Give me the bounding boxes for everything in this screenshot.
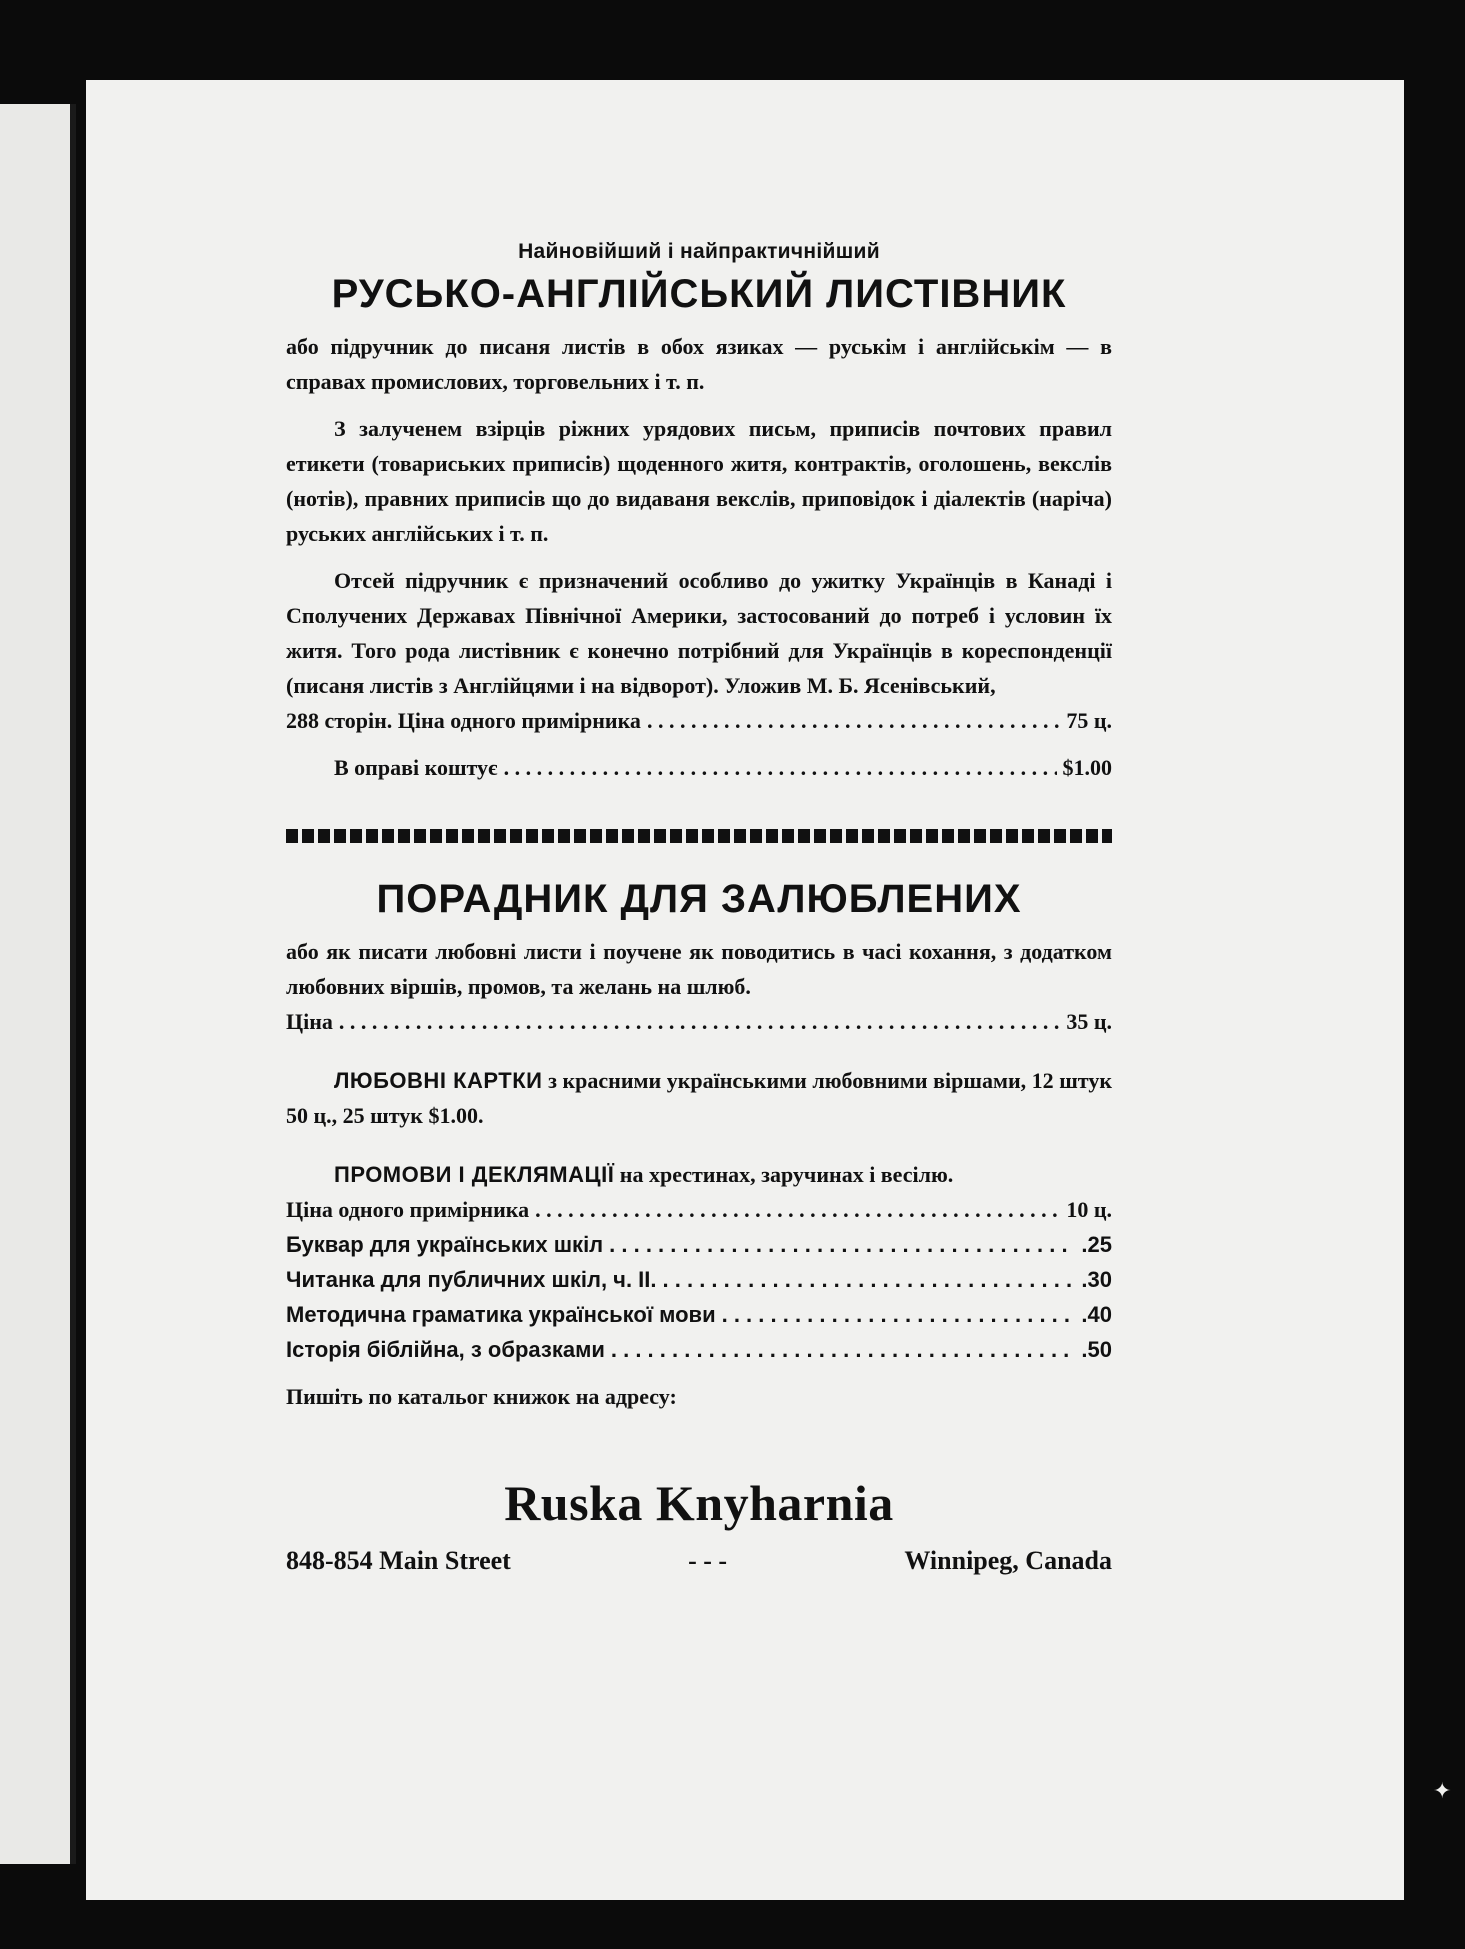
love-cards-heading: ЛЮБОВНІ КАРТКИ (334, 1068, 543, 1093)
price-value: 10 ц. (1066, 1197, 1112, 1222)
leader-dots (609, 1227, 1075, 1262)
separator-rule (286, 829, 1112, 843)
leader-dots (611, 1332, 1076, 1367)
title-poradnyk: ПОРАДНИК ДЛЯ ЗАЛЮБЛЕНИХ (376, 877, 1022, 921)
title-lystivnyk: РУСЬКО-АНГЛІЙСЬКИЙ ЛИСТІВНИК (331, 272, 1067, 316)
leader-dots (535, 1192, 1060, 1227)
document-page (86, 80, 1404, 1900)
leader-dots (504, 750, 1057, 785)
price-label: Ціна (286, 1009, 333, 1034)
book-title: Методична граматика української мови (286, 1302, 716, 1327)
book-row (286, 1332, 1112, 1367)
book-price: .25 (1081, 1232, 1112, 1257)
book-row (286, 1297, 1112, 1332)
book-title: Буквар для українських шкіл (286, 1232, 604, 1257)
book-row (286, 1227, 1112, 1262)
advertisement-content (286, 240, 1112, 1576)
price-value: 35 ц. (1066, 1009, 1112, 1034)
catalog-note: Пишіть по катальог книжок на адресу: (286, 1384, 677, 1409)
adjacent-page-edge (0, 104, 76, 1864)
love-cards-text: з красними українськими любовними віршами, 12 штук 50 ц., 25 штук $1.00. (286, 1068, 1113, 1128)
book-price: .50 (1081, 1337, 1112, 1362)
price-label: Ціна одного примірника (286, 1197, 530, 1222)
scan-speck: ✦ (1433, 1778, 1452, 1803)
book-price: .40 (1081, 1302, 1112, 1327)
bound-value: $1.00 (1062, 755, 1112, 780)
poradnyk-price-row (286, 1004, 1112, 1039)
speeches-price-row (286, 1192, 1112, 1227)
book-list (286, 1227, 1112, 1367)
city-address: Winnipeg, Canada (904, 1546, 1112, 1575)
book-row (286, 1262, 1112, 1297)
poradnyk-description: або як писати любовні листи і поучене як поводитись в часі кохання, з додатком любовних віршів, промов, та желань на шлюб. (286, 939, 1112, 999)
lystivnyk-description: Отсей підручник є призначений особливо до ужитку Українців в Канаді і Сполучених Державах Північної Америки, застосований до потреб і условин їх житя. Того рода листівник є конечно потрібний для Українців в кореспонденції (писаня листів з Англійцями і на відворот). Уложив М. Б. Ясенівський, (286, 568, 1112, 698)
leader-dots (339, 1004, 1060, 1039)
speeches-text: на хрестинах, заручинах і весілю. (619, 1162, 954, 1187)
lystivnyk-subtitle: або підручник до писаня листів в обох язиках — руськім і англійськім — в справах промислових, торговельних і т. п. (286, 334, 1112, 394)
price-row-bound (286, 750, 1112, 785)
leader-dots (663, 1262, 1076, 1297)
speeches-heading: ПРОМОВИ І ДЕКЛЯМАЦІЇ (334, 1162, 615, 1187)
book-price: .30 (1081, 1267, 1112, 1292)
street-address: 848-854 Main Street (286, 1546, 511, 1575)
address-dashes: - - - (688, 1546, 728, 1575)
price-row-copy (286, 703, 1112, 738)
lystivnyk-contents: З залученем взірців ріжних урядових письм, приписів почтових правил етикети (товариських приписів) щоденного житя, контрактів, оголошень, векслів (нотів), правних приписів що до видаваня векслів, приповідок і діалектів (наріча) руських англійських і т. п. (286, 416, 1112, 546)
leader-dots (647, 703, 1060, 738)
price-value: 75 ц. (1066, 708, 1112, 733)
publisher-name: Ruska Knyharnia (504, 1475, 894, 1531)
price-label: 288 сторін. Ціна одного примірника (286, 708, 641, 733)
book-title: Читанка для публичних шкіл, ч. II. (286, 1267, 657, 1292)
speeches-paragraph (286, 1157, 1112, 1192)
bound-label: В оправі коштує (334, 755, 498, 780)
book-title: Історія біблійна, з образками (286, 1337, 605, 1362)
leader-dots (722, 1297, 1076, 1332)
love-cards-paragraph (286, 1063, 1112, 1133)
publisher-address (286, 1546, 1112, 1576)
kicker-line: Найновійший і найпрактичнійший (518, 240, 880, 263)
